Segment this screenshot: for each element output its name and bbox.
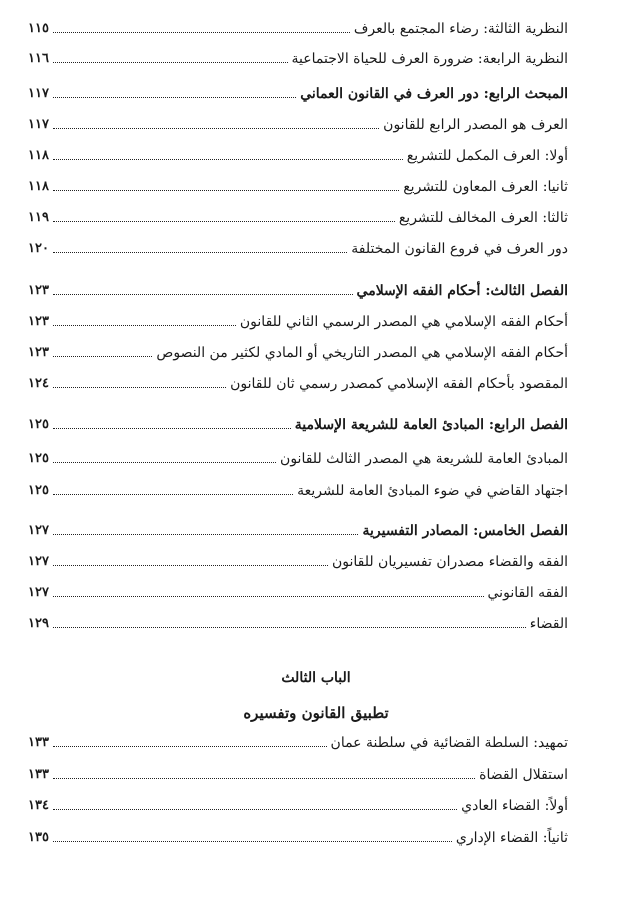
toc-entry-title: الفقه والقضاء مصدران تفسيريان للقانون	[331, 554, 568, 570]
dot-leader	[53, 428, 291, 429]
toc-entry	[28, 307, 568, 331]
dot-leader	[53, 387, 226, 388]
dot-leader	[53, 534, 359, 535]
toc-entry-title: ثالثا: العرف المخالف للتشريع	[398, 210, 568, 226]
dot-leader	[53, 294, 353, 295]
toc-entry	[28, 547, 568, 571]
dot-leader	[53, 252, 347, 253]
dot-leader	[53, 221, 395, 222]
dot-leader	[53, 97, 296, 98]
toc-entry-page: ١٢٠	[28, 241, 49, 256]
toc-entry	[28, 823, 568, 847]
toc-entry-page: ١٣٤	[28, 798, 49, 813]
toc-entry-title: الفقه القانوني	[487, 585, 568, 601]
toc-chapter-entry	[28, 276, 568, 300]
part-title: تطبيق القانون وتفسيره	[243, 704, 389, 722]
toc-entry-title: الفصل الرابع: المبادئ العامة للشريعة الإسلامية	[294, 417, 568, 433]
toc-entry-title: العرف هو المصدر الرابع للقانون	[383, 117, 568, 133]
dot-leader	[53, 356, 152, 357]
toc-entry-title: المبادئ العامة للشريعة هي المصدر الثالث للقانون	[280, 451, 568, 467]
toc-entry-page: ١١٦	[28, 51, 49, 66]
dot-leader	[53, 159, 403, 160]
toc-entry-title: النظرية الرابعة: ضرورة العرف للحياة الاجتماعية	[291, 51, 568, 67]
toc-entry-title: ثانياً: القضاء الإداري	[455, 830, 568, 846]
dot-leader	[53, 190, 399, 191]
toc-entry-title: المبحث الرابع: دور العرف في القانون العماني	[300, 86, 568, 102]
dot-leader	[53, 128, 379, 129]
dot-leader	[53, 32, 350, 33]
toc-entry-page: ١٢٧	[28, 523, 49, 538]
toc-entry-title: الفصل الثالث: أحكام الفقه الإسلامي	[356, 283, 568, 299]
toc-entry	[28, 110, 568, 134]
toc-entry	[28, 141, 568, 165]
toc-entry-page: ١١٨	[28, 148, 49, 163]
toc-entry-page: ١١٨	[28, 179, 49, 194]
toc-entry-title: المقصود بأحكام الفقه الإسلامي كمصدر رسمي ثان للقانون	[230, 376, 568, 392]
toc-entry-title: القضاء	[529, 616, 568, 632]
toc-entry-page: ١١٥	[28, 21, 49, 36]
toc-entry	[28, 476, 568, 500]
toc-entry-title: أحكام الفقه الإسلامي هي المصدر التاريخي أو المادي لكثير من النصوص	[156, 345, 568, 361]
dot-leader	[53, 325, 236, 326]
toc-entry-title: استقلال القضاة	[479, 767, 568, 783]
toc-entry-page: ١١٧	[28, 117, 49, 132]
toc-entry	[28, 791, 568, 815]
toc-entry-title: أولا: العرف المكمل للتشريع	[406, 148, 568, 164]
dot-leader	[53, 565, 328, 566]
toc-entry-page: ١٢٤	[28, 376, 49, 391]
toc-entry	[28, 172, 568, 196]
toc-entry	[28, 338, 568, 362]
toc-entry-page: ١٣٣	[28, 767, 49, 782]
toc-chapter-entry	[28, 410, 568, 434]
dot-leader	[53, 746, 327, 747]
toc-entry-title: أحكام الفقه الإسلامي هي المصدر الرسمي الثاني للقانون	[239, 314, 568, 330]
toc-entry-title: ثانيا: العرف المعاون للتشريع	[403, 179, 568, 195]
toc-entry-page: ١٢٩	[28, 616, 49, 631]
dot-leader	[53, 841, 452, 842]
toc-entry-title: أولاً: القضاء العادي	[461, 798, 568, 814]
toc-entry	[28, 44, 568, 68]
toc-chapter-entry	[28, 516, 568, 540]
toc-entry-page: ١٢٥	[28, 451, 49, 466]
toc-entry	[28, 234, 568, 258]
toc-entry-page: ١٢٣	[28, 283, 49, 298]
toc-entry-page: ١٣٣	[28, 735, 49, 750]
dot-leader	[53, 627, 526, 628]
toc-entry-page: ١٢٥	[28, 483, 49, 498]
dot-leader	[53, 494, 293, 495]
toc-entry-page: ١٢٣	[28, 314, 49, 329]
toc-entry	[28, 369, 568, 393]
toc-entry	[28, 14, 568, 38]
dot-leader	[53, 809, 457, 810]
toc-entry-page: ١٢٥	[28, 417, 49, 432]
toc-entry-page: ١٣٥	[28, 830, 49, 845]
toc-entry-page: ١٢٧	[28, 585, 49, 600]
toc-section-entry	[28, 79, 568, 103]
toc-entry	[28, 728, 568, 752]
toc-entry	[28, 203, 568, 227]
dot-leader	[53, 596, 484, 597]
part-label: الباب الثالث	[281, 670, 351, 686]
dot-leader	[53, 462, 276, 463]
toc-entry-title: تمهيد: السلطة القضائية في سلطنة عمان	[330, 735, 568, 751]
toc-entry-page: ١٢٣	[28, 345, 49, 360]
toc-entry-title: النظرية الثالثة: رضاء المجتمع بالعرف	[353, 21, 568, 37]
toc-entry	[28, 444, 568, 468]
toc-entry-page: ١٢٧	[28, 554, 49, 569]
toc-entry-title: اجتهاد القاضي في ضوء المبادئ العامة للشريعة	[297, 483, 568, 499]
toc-entry-title: الفصل الخامس: المصادر التفسيرية	[362, 523, 568, 539]
toc-entry-page: ١١٧	[28, 86, 49, 101]
toc-entry	[28, 578, 568, 602]
dot-leader	[53, 62, 288, 63]
toc-entry	[28, 760, 568, 784]
toc-entry-page: ١١٩	[28, 210, 49, 225]
toc-entry-title: دور العرف في فروع القانون المختلفة	[351, 241, 568, 257]
toc-entry	[28, 609, 568, 633]
dot-leader	[53, 778, 475, 779]
